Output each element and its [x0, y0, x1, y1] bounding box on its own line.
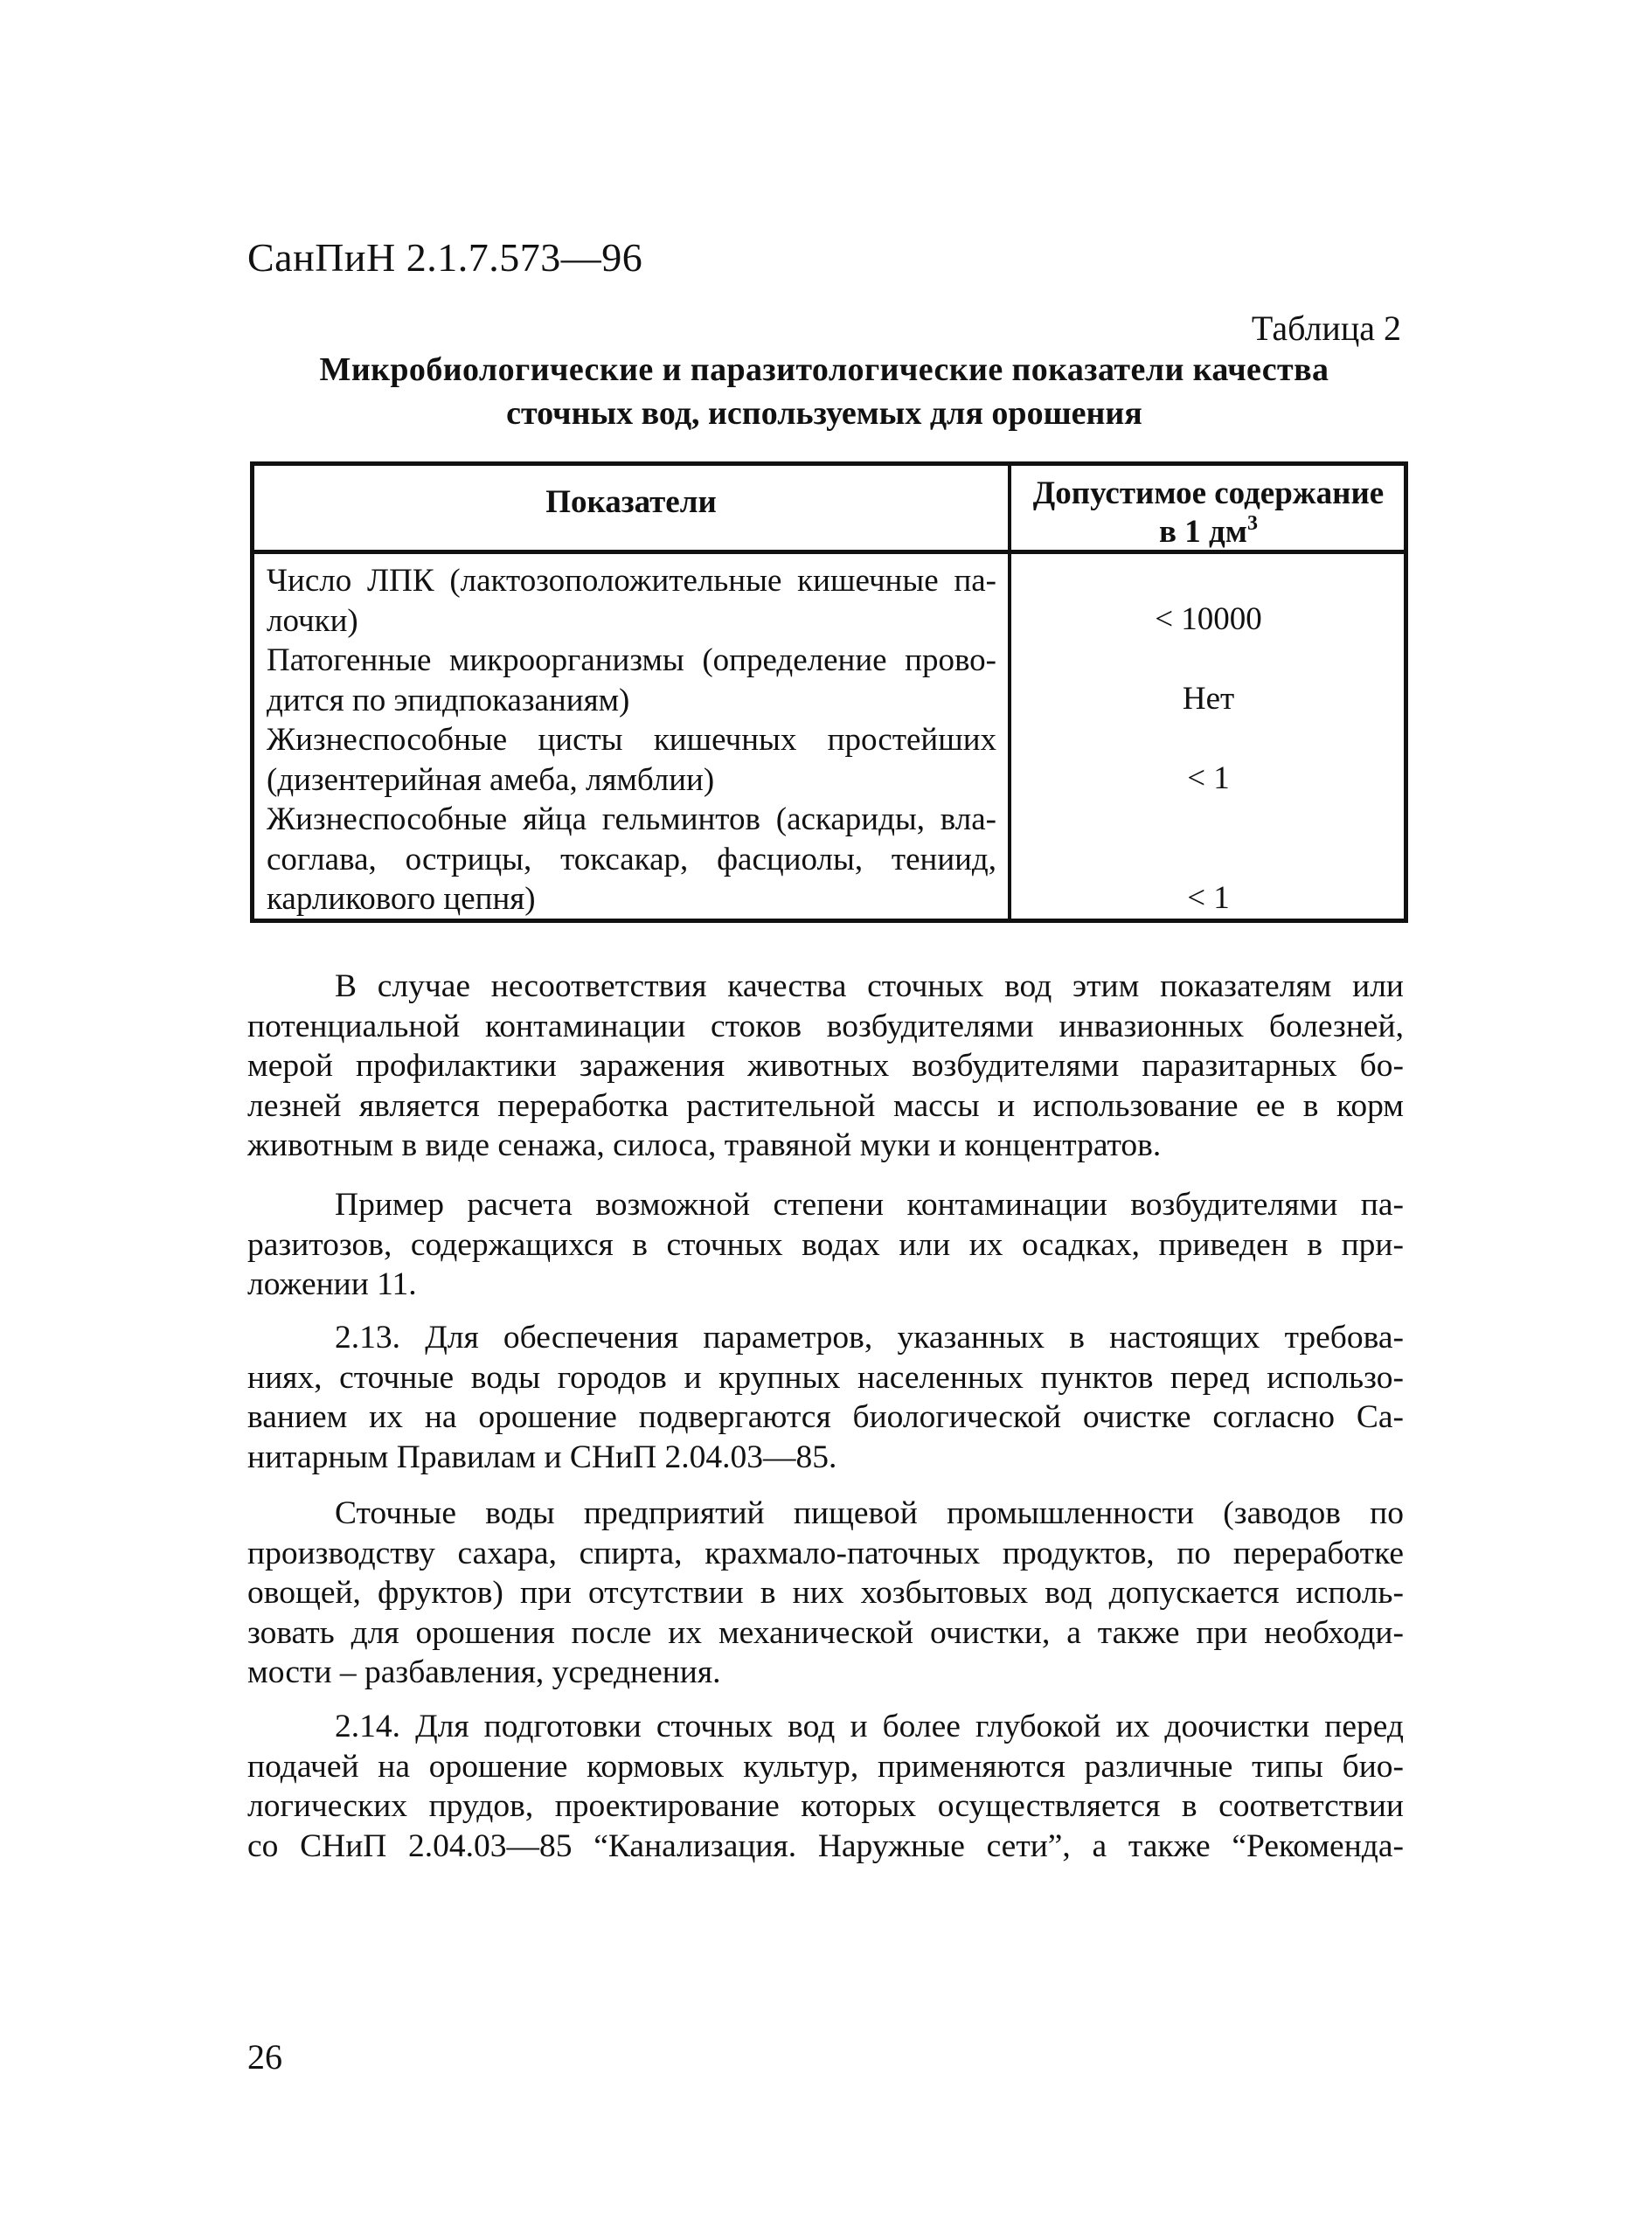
cell-line: лочки) [267, 602, 358, 639]
text-line: мерой профилактики заражения животных возбудителями паразитарных бо- [247, 1048, 1404, 1084]
text-line: Пример расчета возможной степени контаминации возбудителями па- [335, 1187, 1404, 1223]
text-line: лезней является переработка растительной массы и использование ее в корм [247, 1087, 1404, 1124]
paragraph [247, 967, 1404, 1166]
row-indicator-text [267, 720, 996, 800]
row-indicator-text [267, 800, 996, 919]
text-line: подачей на орошение кормовых культур, применяются различные типы био- [247, 1748, 1404, 1785]
table-body [254, 554, 1404, 919]
text-line: ниях, сточные воды городов и крупных населенных пунктов перед использо- [247, 1359, 1404, 1396]
cell-line: Жизнеспособные цисты кишечных простейших [267, 722, 996, 758]
text-line: ванием их на орошение подвергаются биологической очистке согласно Са- [247, 1399, 1404, 1435]
text-line: со СНиП 2.04.03—85 “Канализация. Наружные сети”, а также “Рекоменда- [247, 1827, 1404, 1864]
text-line: овощей, фруктов) при отсутствии в них хозбытовых вод допускается исполь- [247, 1575, 1404, 1611]
row-value: < 1 [1187, 760, 1230, 796]
table-title [247, 348, 1401, 435]
table-header-row [254, 466, 1404, 554]
row-indicator-text [267, 641, 996, 720]
text-line: разитозов, содержащихся в сточных водах или их осадках, приведен в при- [247, 1226, 1404, 1263]
row-value: < 10000 [1155, 601, 1262, 637]
page-number: 26 [247, 2037, 282, 2077]
paragraph [247, 1707, 1404, 1866]
table-caption: Таблица 2 [1251, 309, 1401, 348]
unit-label: в 1 дм [1159, 514, 1247, 550]
cell-line: соглава, острицы, токсакар, фасциолы, тениид, [267, 841, 996, 877]
paragraph [247, 1494, 1404, 1693]
cell-line: Патогенные микроорганизмы (определение прово- [267, 642, 996, 678]
document-code: СанПиН 2.1.7.573—96 [247, 235, 643, 280]
cell-line: (дизентерийная амеба, лямблии) [267, 761, 715, 798]
cell-line: Жизнеспособные яйца гельминтов (аскариды, вла- [267, 801, 996, 837]
text-line: логических прудов, проектирование которых осуществляется в соответствии [247, 1788, 1404, 1824]
text-line: ложении 11. [247, 1266, 417, 1302]
column-header-indicator: Показатели [545, 484, 717, 520]
text-line: 2.14. Для подготовки сточных вод и более глубокой их доочистки перед [335, 1709, 1404, 1744]
column-header-allowed [1011, 475, 1406, 551]
text-line: производству сахара, спирта, крахмало-паточных продуктов, по переработке [247, 1535, 1404, 1571]
paragraph [247, 1318, 1404, 1477]
row-indicator-text [267, 561, 996, 641]
text-line: животным в виде сенажа, силоса, травяной муки и концентратов. [247, 1127, 1162, 1163]
text-line: нитарным Правилам и СНиП 2.04.03—85. [247, 1439, 837, 1475]
row-value: Нет [1182, 681, 1235, 717]
column-header-allowed-unit [1011, 513, 1406, 551]
text-line: зовать для орошения после их механической очистки, а также при необходи- [247, 1614, 1404, 1651]
table-title-line: Микробиологические и паразитологические показатели качества [319, 351, 1329, 388]
paragraph [247, 1185, 1404, 1305]
unit-exponent: 3 [1246, 512, 1258, 535]
cell-line: Число ЛПК (лактозоположительные кишечные па- [267, 563, 996, 599]
text-line: потенциальной контаминации стоков возбудителями инвазионных болезней, [247, 1008, 1404, 1044]
cell-line: дится по эпидпоказаниям) [267, 682, 630, 718]
data-table [250, 461, 1408, 923]
text-line: В случае несоответствия качества сточных вод этим показателям или [335, 968, 1404, 1004]
column-header-allowed-line: Допустимое содержание [1032, 475, 1385, 511]
text-line: мости – разбавления, усреднения. [247, 1654, 721, 1690]
row-value: < 1 [1187, 880, 1230, 916]
cell-line: карликового цепня) [267, 881, 536, 917]
text-line: Сточные воды предприятий пищевой промышленности (заводов по [335, 1495, 1404, 1531]
text-line: 2.13. Для обеспечения параметров, указанных в настоящих требова- [335, 1320, 1404, 1356]
table-title-line: сточных вод, используемых для орошения [506, 395, 1142, 432]
